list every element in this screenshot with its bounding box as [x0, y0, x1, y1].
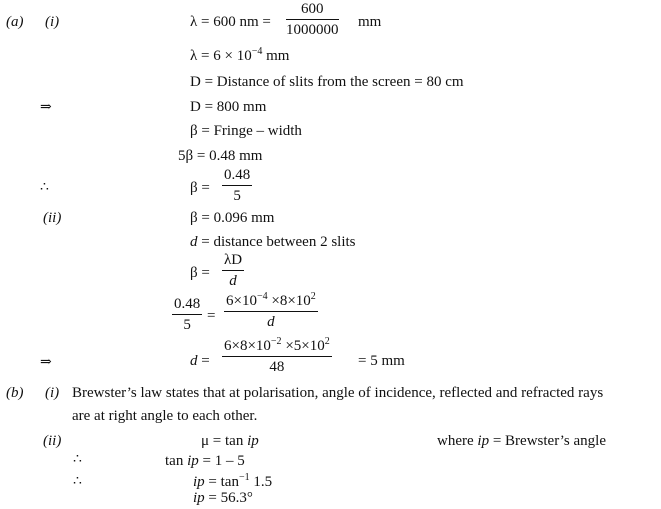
exponent: 2 — [324, 336, 330, 347]
fraction-lambda-d-over-d — [222, 253, 244, 289]
eq-ip-arctan — [193, 472, 273, 490]
var-ip: ip — [193, 490, 205, 506]
exponent: −4 — [256, 291, 268, 302]
eq-beta-lambda-d-lhs: β = — [190, 265, 210, 281]
fraction-numerator — [222, 336, 332, 357]
eq-d-800mm: D = 800 mm — [190, 99, 267, 115]
fraction-denominator: d — [229, 273, 237, 289]
eq-d-definition — [190, 235, 356, 250]
fraction-numerator: 600 — [286, 2, 339, 20]
eq-beta-fringe-width: β = Fringe – width — [190, 123, 302, 139]
lambda-unit: mm — [266, 48, 290, 64]
fraction-d-computation — [222, 336, 332, 375]
fraction-denominator: d — [267, 314, 275, 330]
therefore-icon: ∴ — [73, 473, 82, 489]
var-d: d — [190, 353, 198, 369]
numerator-part: 6×10 — [226, 293, 257, 309]
eq-tan-ip — [165, 454, 245, 469]
eq-beta-frac-lhs: β = — [190, 180, 210, 196]
fraction-numerator: 0.48 — [172, 297, 202, 315]
fraction-denominator: 1000000 — [286, 22, 339, 38]
where-ip-brewster — [437, 434, 606, 449]
implies-arrow: ⇒ — [40, 99, 52, 115]
exponent: 2 — [310, 291, 316, 302]
arctan-argument: 1.5 — [249, 474, 273, 490]
numerator-part: 6×8×10 — [224, 338, 271, 354]
numerator-part: ×8×10 — [267, 293, 311, 309]
fraction-numerator — [224, 291, 318, 312]
therefore-icon: ∴ — [40, 179, 49, 195]
eq-lambda-nm: λ = 600 nm = — [190, 14, 271, 30]
equals-sign: = — [207, 308, 216, 324]
fraction-denominator: 5 — [233, 188, 241, 204]
ip-value: = 56.3° — [204, 490, 253, 506]
eq-d-result-lhs — [190, 354, 210, 369]
eq-mu-tan-ip — [201, 434, 259, 449]
fraction-denominator: 48 — [269, 359, 285, 375]
eq-ip-result — [193, 491, 253, 506]
fraction-substitution — [224, 291, 318, 330]
exponent: −2 — [270, 336, 282, 347]
part-a-sub-ii-label: (ii) — [43, 210, 62, 226]
numerator-part: ×5×10 — [281, 338, 325, 354]
d-definition-text: = distance between 2 slits — [197, 234, 356, 250]
mu-equals-tan: μ = tan — [201, 433, 248, 449]
eq-lambda-mm — [190, 46, 290, 64]
fraction-600-over-1000000 — [286, 2, 339, 38]
part-b-sub-i-label: (i) — [45, 385, 60, 401]
where-definition: = Brewster’s angle — [489, 433, 606, 449]
tan-text: tan — [165, 453, 188, 469]
equals-tan: = tan — [204, 474, 239, 490]
fraction-048-over-5 — [222, 168, 252, 204]
equals-sign: = — [197, 353, 210, 369]
inverse-exponent: −1 — [238, 472, 250, 483]
var-ip: ip — [193, 474, 205, 490]
fraction-numerator: λD — [222, 253, 244, 271]
var-d: d — [190, 234, 198, 250]
eq-d-result-value: = 5 mm — [358, 353, 405, 369]
fraction-denominator: 5 — [183, 317, 191, 333]
tan-value: = 1 – 5 — [198, 453, 245, 469]
part-b-sub-ii-label: (ii) — [43, 433, 62, 449]
part-a-label: (a) — [6, 14, 24, 30]
part-b-label: (b) — [6, 385, 24, 401]
lambda-base: λ = 6 × 10 — [190, 48, 252, 64]
var-ip: ip — [247, 433, 259, 449]
eq-d-distance: D = Distance of slits from the screen = 80 cm — [190, 74, 464, 90]
brewster-law-line-1: Brewster’s law states that at polarisation, angle of incidence, reflected and refracted rays — [72, 385, 604, 401]
implies-arrow: ⇒ — [40, 354, 52, 370]
fraction-048-over-5-lhs — [172, 297, 202, 333]
fraction-numerator: 0.48 — [222, 168, 252, 186]
eq-beta-0096: β = 0.096 mm — [190, 210, 275, 226]
eq-5beta: 5β = 0.48 mm — [178, 148, 263, 164]
var-ip: ip — [477, 433, 490, 449]
var-ip: ip — [187, 453, 199, 469]
therefore-icon: ∴ — [73, 451, 82, 467]
lambda-exponent: −4 — [251, 46, 263, 57]
where-text: where — [437, 433, 478, 449]
eq-lambda-mm-unit: mm — [358, 14, 382, 30]
brewster-law-line-2: are at right angle to each other. — [72, 408, 258, 424]
part-a-sub-i-label: (i) — [45, 14, 60, 30]
